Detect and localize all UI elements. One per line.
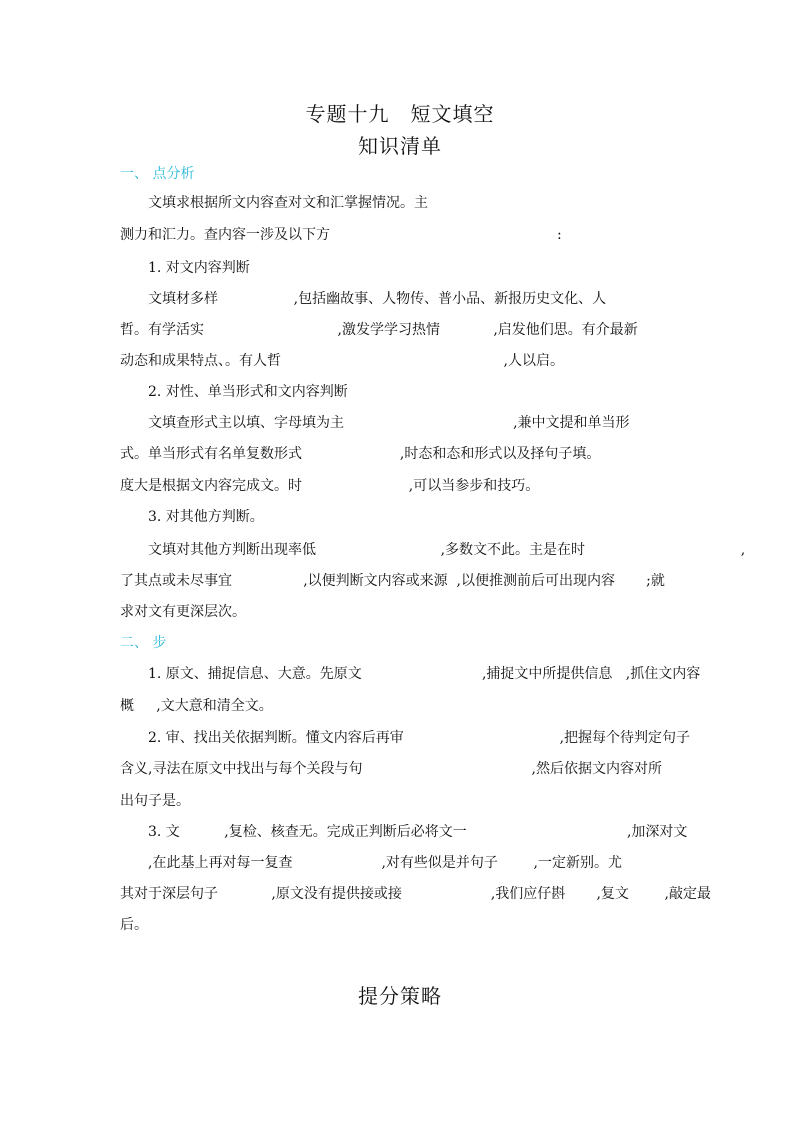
paragraph-line: 求对文有更深层次。 — [120, 604, 246, 620]
section-heading-steps: 二、 步 — [120, 635, 167, 651]
paragraph-line: 含义,寻法在原文中找出与每个关段与句 ,然后依据文内容对所 — [120, 761, 663, 777]
paragraph-line: 概 ,文大意和清全文。 — [120, 698, 273, 714]
paragraph-line: 式。单当形式有名单复数形式 ,时态和态和形式以及择句子填。 — [120, 446, 601, 462]
paragraph-line: 后。 — [120, 917, 148, 933]
section-title-strategy: 提分策略 — [358, 984, 442, 1008]
paragraph-line: ,在此基上再对每一复查 ,对有些似是并句子 ,一定新别。尤 — [148, 855, 622, 871]
paragraph-line: 2. 审、找出关依据判断。懂文内容后再审 ,把握每个待判定句子 — [148, 730, 691, 746]
paragraph-line: 动态和成果特点、。有人哲 ,人以启。 — [120, 353, 564, 369]
paragraph-line: 1. 原文、捕捉信息、大意。先原文 ,捕捉文中所提供信息 ,抓住文内容 — [148, 666, 701, 682]
paragraph-line: 文填材多样 ,包括幽故事、人物传、普小品、新报历史文化、人 — [148, 291, 607, 307]
paragraph-line: 测力和汇力。查内容一涉及以下方 : — [120, 227, 562, 243]
section-title-knowledge-list: 知识清单 — [358, 134, 442, 158]
paragraph-line: 哲。有学活实 ,激发学学习热情 ,启发他们思。有介最新 — [120, 322, 638, 338]
section-heading-analysis: 一、 点分析 — [120, 166, 195, 182]
paragraph-line: 文填查形式主以填、字母填为主 ,兼中文提和单当形 — [148, 415, 630, 431]
paragraph-line: 文填求根据所文内容查对文和汇掌握情况。主 — [148, 195, 428, 211]
paragraph-line: 3. 对其他方判断。 — [148, 509, 264, 525]
paragraph-line: 文填对其他方判断出现率低 ,多数文不此。主是在时 , — [148, 542, 746, 558]
paragraph-line: 其对于深层句子 ,原文没有提供接或接 ,我们应仔斟 ,复文 ,敲定最 — [120, 886, 711, 902]
paragraph-line: 2. 对性、单当形式和文内容判断 — [148, 384, 348, 400]
paragraph-line: 出句子是。 — [120, 793, 190, 809]
paragraph-line: 了其点或未尽事宜 ,以便判断文内容或来源 ,以便推测前后可出现内容 ;就 — [120, 573, 665, 589]
document-title: 专题十九 短文填空 — [305, 102, 495, 126]
paragraph-line: 1. 对文内容判断 — [148, 260, 250, 276]
paragraph-line: 3. 文 ,复检、核查无。完成正判断后必将文一 ,加深对文 — [148, 824, 688, 840]
paragraph-line: 度大是根据文内容完成文。时 ,可以当参步和技巧。 — [120, 478, 540, 494]
